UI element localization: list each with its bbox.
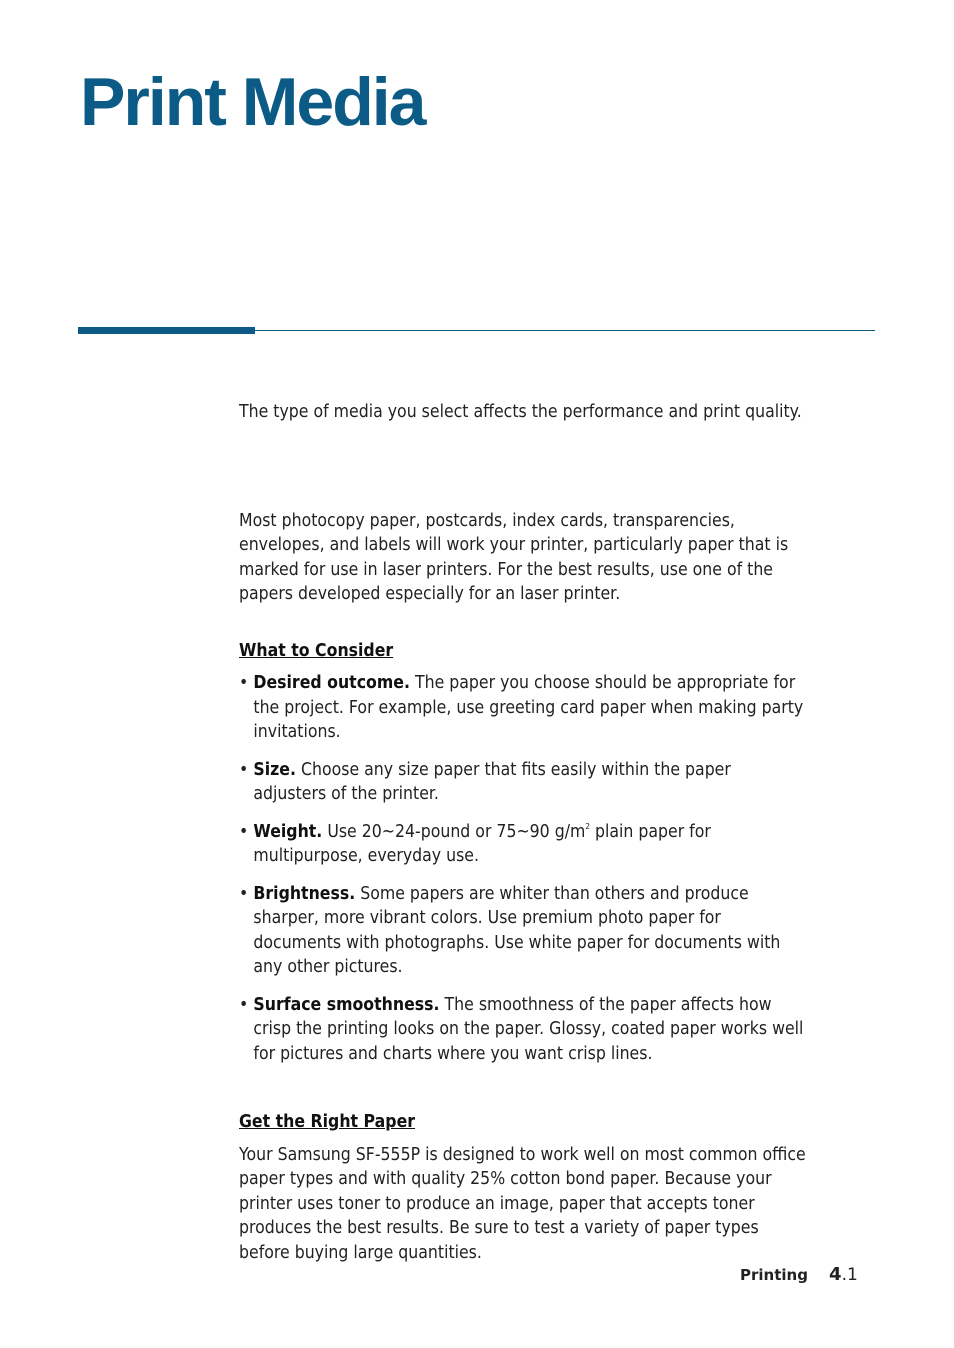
bullet-icon: •	[239, 759, 249, 780]
superscript: 2	[585, 821, 590, 831]
chapter-number: 4	[829, 1264, 842, 1285]
bullet-icon: •	[239, 673, 249, 693]
intro-paragraph: The type of media you select affects the performance and print quality.	[239, 402, 802, 422]
page-title: Print Media	[80, 64, 425, 140]
header-rule-thin	[255, 330, 875, 331]
item-text: The smoothness of the paper affects how crisp the printing looks on the paper. Glossy, coated paper works well for pictures and charts where you want crisp lines.	[253, 994, 804, 1064]
item-text-before: Use 20~24-pound or 75~90 g/m	[327, 821, 586, 842]
item-text: The paper you choose should be appropriate for the project. For example, use greeting card paper when making party invitations.	[253, 673, 804, 742]
list-item	[239, 758, 806, 807]
main-content	[239, 400, 806, 1265]
bullet-icon: •	[239, 883, 249, 904]
page-suffix: .1	[841, 1265, 858, 1285]
item-term: Desired outcome.	[253, 673, 410, 693]
page-number	[829, 1265, 858, 1285]
list-item	[239, 882, 806, 980]
item-term: Size.	[253, 759, 296, 780]
bullet-icon: •	[239, 821, 249, 842]
item-term: Brightness.	[253, 883, 356, 904]
list-item	[239, 820, 806, 869]
item-text: Choose any size paper that fits easily within the paper adjusters of the printer.	[253, 759, 731, 804]
item-term: Surface smoothness.	[253, 994, 440, 1015]
bullet-icon: •	[239, 994, 249, 1015]
list-item	[239, 993, 806, 1067]
right-paper-paragraph: Your Samsung SF-555P is designed to work well on most common office paper types and with quality 25% cotton bond paper. Because your printer uses toner to produce an image, paper that accepts toner produces the best results. Be sure to test a variety of paper types before buying large quantities.	[239, 1144, 806, 1263]
item-text-after: plain paper for multipurpose, everyday use.	[253, 821, 711, 866]
consider-list	[239, 671, 806, 1066]
footer-section-name: Printing	[740, 1266, 808, 1284]
page-footer	[740, 1264, 858, 1285]
header-rule-thick	[78, 327, 255, 334]
list-item	[239, 671, 806, 745]
item-term: Weight.	[253, 821, 323, 842]
media-overview-paragraph: Most photocopy paper, postcards, index cards, transparencies, envelopes, and labels will work your printer, particularly paper that is marked for use in laser printers. For the best results, use one of the papers developed especially for an laser printer.	[239, 510, 789, 604]
right-paper-heading: Get the Right Paper	[239, 1112, 416, 1132]
item-text: Some papers are whiter than others and produce sharper, more vibrant colors. Use premium photo paper for documents with photographs. Use white paper for documents with any other pictures.	[253, 883, 781, 977]
what-to-consider-heading: What to Consider	[239, 640, 394, 661]
